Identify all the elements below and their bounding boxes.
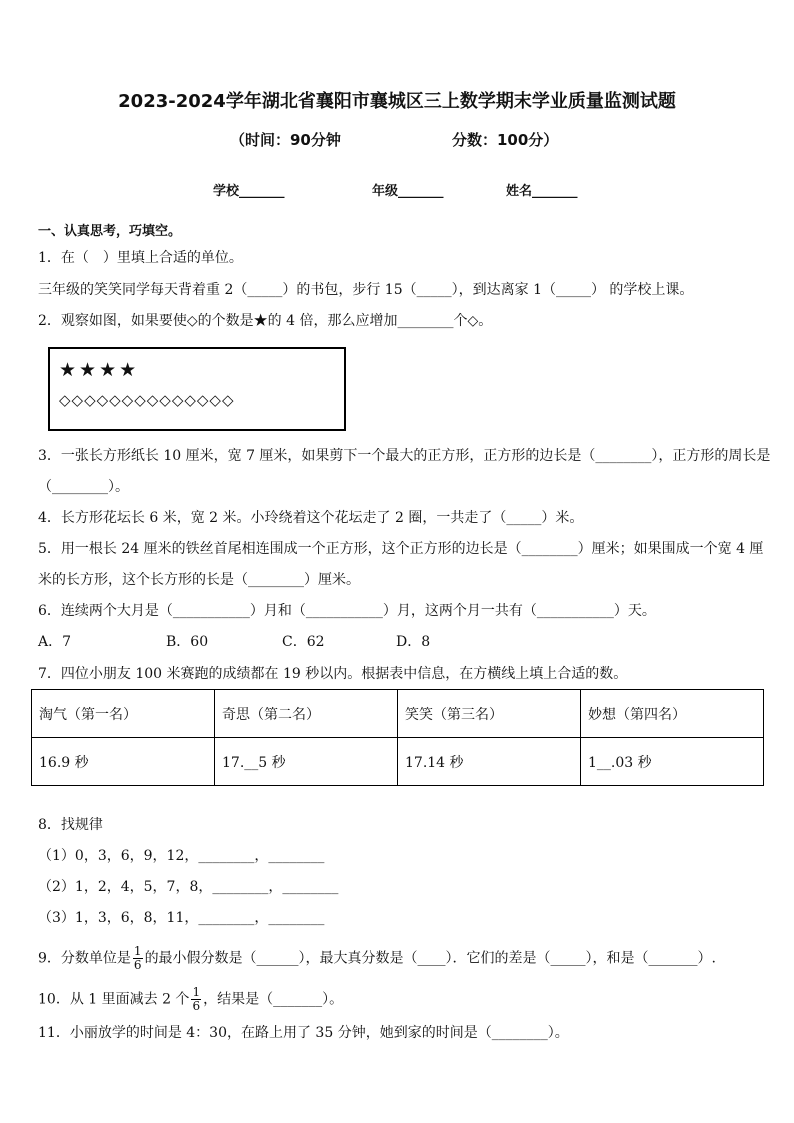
- q2-figure: [48, 347, 346, 431]
- q6-option-b[interactable]: B．60: [166, 634, 209, 650]
- q10-before: 10．从 1 里面减去 2 个: [38, 991, 190, 1008]
- star-row: ★★★★: [59, 359, 140, 381]
- exam-meta: [0, 129, 794, 151]
- q9-after: 的最小假分数是（______），最大真分数是（____）．它们的差是（_____），和是（_______）.: [144, 950, 717, 967]
- q5-line2: 米的长方形，这个长方形的长是（________）厘米。: [38, 572, 360, 588]
- q8-item-2: （2）1，2，4，5，7，8，________，________: [38, 879, 339, 895]
- q11-text: 11．小丽放学的时间是 4：30，在路上用了 35 分钟，她到家的时间是（________）。: [38, 1025, 569, 1041]
- q3-line2: （________）。: [38, 479, 129, 495]
- race-results-table: [31, 689, 764, 786]
- q1-stem: 1．在（ ）里填上合适的单位。: [38, 250, 243, 266]
- q8-item-1: （1）0，3，6，9，12，________，________: [38, 848, 325, 864]
- q9-text: [38, 945, 716, 972]
- table-row: [32, 738, 764, 786]
- exam-time: （时间：90分钟: [230, 131, 341, 149]
- q6-stem: 6．连续两个大月是（___________）月和（___________）月，这两个月一共有（___________）天。: [38, 603, 656, 619]
- q6-option-a[interactable]: A．7: [38, 634, 72, 650]
- q10-after: ，结果是（_______）。: [203, 991, 344, 1008]
- table-cell: 17.14 秒: [398, 738, 581, 786]
- section-heading: 一、认真思考，巧填空。: [38, 224, 182, 239]
- q5-line1: 5．用一根长 24 厘米的铁丝首尾相连围成一个正方形，这个正方形的边长是（________）厘米；如果围成一个宽 4 厘: [38, 541, 764, 557]
- q8-item-3: （3）1，3，6，8，11，________，________: [38, 910, 325, 926]
- q9-before: 9．分数单位是: [38, 950, 131, 967]
- exam-score: 分数：100分）: [452, 131, 559, 149]
- table-header-cell: 淘气（第一名）: [32, 690, 215, 738]
- table-cell: 16.9 秒: [32, 738, 215, 786]
- grade-field[interactable]: 年级_______: [372, 184, 444, 199]
- q8-stem: 8．找规律: [38, 817, 103, 833]
- exam-title: 2023-2024学年湖北省襄阳市襄城区三上数学期末学业质量监测试题: [118, 91, 676, 112]
- fraction-numerator: 1: [192, 985, 201, 999]
- table-header-cell: 奇思（第二名）: [215, 690, 398, 738]
- fraction-one-sixth: [133, 945, 143, 972]
- q4-text: 4．长方形花坛长 6 米，宽 2 米。小玲绕着这个花坛走了 2 圈，一共走了（_____）米。: [38, 510, 584, 526]
- table-cell[interactable]: 1__.03 秒: [581, 738, 764, 786]
- fraction-numerator: 1: [133, 944, 142, 958]
- fraction-denominator: 6: [133, 958, 142, 972]
- diamond-row: ◇◇◇◇◇◇◇◇◇◇◇◇◇◇: [59, 391, 235, 409]
- q2-stem: 2．观察如图，如果要使◇的个数是★的 4 倍，那么应增加________个◇。: [38, 313, 493, 329]
- table-header-row: [32, 690, 764, 738]
- q1-body: 三年级的笑笑同学每天背着重 2（_____）的书包，步行 15（_____），到达离家 1（_____） 的学校上课。: [38, 282, 694, 298]
- fraction-one-sixth: [191, 986, 201, 1013]
- q6-option-c[interactable]: C．62: [282, 634, 325, 650]
- table-cell[interactable]: 17.__5 秒: [215, 738, 398, 786]
- name-field[interactable]: 姓名_______: [506, 184, 578, 199]
- student-info: [0, 180, 794, 200]
- table-header-cell: 妙想（第四名）: [581, 690, 764, 738]
- q10-text: [38, 986, 343, 1013]
- q6-option-d[interactable]: D．8: [396, 634, 431, 650]
- school-field[interactable]: 学校_______: [213, 184, 285, 199]
- fraction-denominator: 6: [192, 999, 201, 1013]
- table-header-cell: 笑笑（第三名）: [398, 690, 581, 738]
- q3-line1: 3．一张长方形纸长 10 厘米，宽 7 厘米，如果剪下一个最大的正方形，正方形的边长是（________），正方形的周长是: [38, 448, 771, 464]
- q7-stem: 7．四位小朋友 100 米赛跑的成绩都在 19 秒以内。根据表中信息，在方横线上填上合适的数。: [38, 666, 628, 682]
